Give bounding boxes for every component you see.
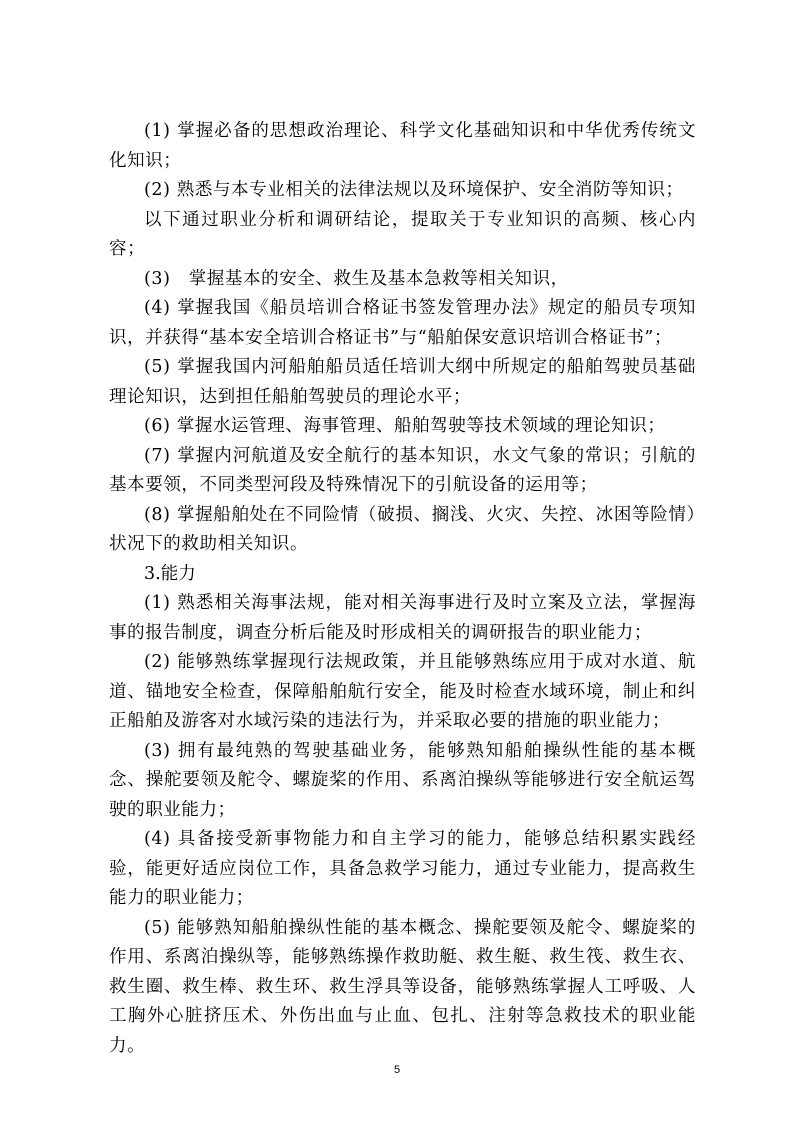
ability-item-2: (2) 能够熟练掌握现行法规政策，并且能够熟练应用于成对水道、航道、锚地安全检查，保障船舶航行安全，能及时检查水域环境，制止和纠正船舶及游客对水域污染的违法行为，并采取必要的措施的职业能力；	[109, 652, 696, 731]
page-number: 5	[393, 1064, 401, 1076]
knowledge-intro: 以下通过职业分析和调研结论，提取关于专业知识的高频、核心内容；	[109, 209, 696, 259]
ability-item-1: (1) 熟悉相关海事法规，能对相关海事进行及时立案及立法，掌握海事的报告制度，调查分析后能及时形成相关的调研报告的职业能力；	[109, 593, 696, 643]
knowledge-item-4: (4) 掌握我国《船员培训合格证书签发管理办法》规定的船员专项知识，并获得“基本安全培训合格证书”与“船舶保安意识培训合格证书”；	[109, 298, 696, 348]
knowledge-item-8: (8) 掌握船舶处在不同险情（破损、搁浅、火灾、失控、冰困等险情）状况下的救助相关知识。	[109, 504, 696, 554]
document-body	[109, 117, 696, 1061]
knowledge-item-2: (2) 熟悉与本专业相关的法律法规以及环境保护、安全消防等知识；	[144, 180, 684, 200]
ability-item-5: (5) 能够熟知船舶操纵性能的基本概念、操舵要领及舵令、螺旋桨的作用、系离泊操纵等，能够熟练操作救助艇、救生艇、救生筏、救生衣、救生圈、救生棒、救生环、救生浮具等设备，能够熟练掌握人工呼吸、人工胸外心脏挤压术、外伤出血与止血、包扎、注射等急救技术的职业能力。	[109, 917, 696, 1056]
ability-item-4: (4) 具备接受新事物能力和自主学习的能力，能够总结积累实践经验，能更好适应岗位工作，具备急救学习能力，通过专业能力，提高救生能力的职业能力；	[109, 829, 696, 908]
ability-heading: 3.能力	[144, 563, 196, 584]
knowledge-item-5: (5) 掌握我国内河船舶船员适任培训大纲中所规定的船舶驾驶员基础理论知识，达到担任船舶驾驶员的理论水平；	[109, 357, 696, 407]
ability-item-3: (3) 拥有最纯熟的驾驶基础业务，能够熟知船舶操纵性能的基本概念、操舵要领及舵令、螺旋桨的作用、系离泊操纵等能够进行安全航运驾驶的职业能力；	[109, 740, 696, 820]
knowledge-item-7: (7) 掌握内河航道及安全航行的基本知识，水文气象的常识；引航的基本要领，不同类型河段及特殊情况下的引航设备的运用等；	[109, 445, 696, 495]
knowledge-item-1: (1) 掌握必备的思想政治理论、科学文化基础知识和中华优秀传统文化知识；	[109, 121, 696, 171]
knowledge-item-6: (6) 掌握水运管理、海事管理、船舶驾驶等技术领域的理论知识；	[144, 416, 666, 436]
knowledge-item-3: (3) 掌握基本的安全、救生及基本急救等相关知识，	[144, 268, 569, 289]
